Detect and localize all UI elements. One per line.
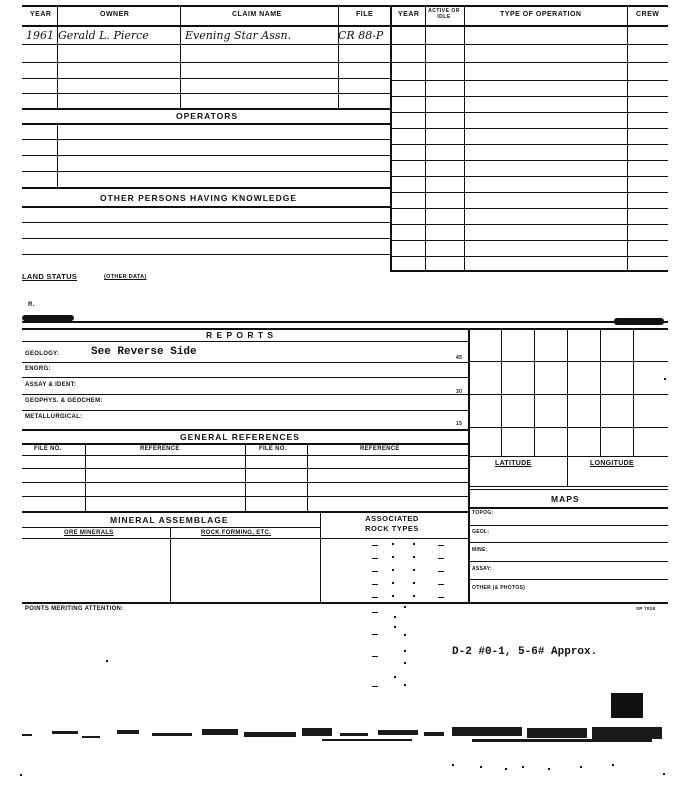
geology-value: See Reverse Side bbox=[91, 346, 197, 358]
reports-heading: R E P O R T S bbox=[206, 330, 275, 340]
geophys-geochem-label: GEOPHYS. & GEOCHEM: bbox=[25, 398, 103, 404]
header-crew: CREW bbox=[636, 11, 660, 18]
ref-col-reference-2: REFERENCE bbox=[360, 446, 400, 452]
general-references-heading: GENERAL REFERENCES bbox=[180, 432, 300, 442]
entry-year: 1961 bbox=[26, 29, 54, 42]
entry-file: CR 88-P bbox=[338, 29, 384, 42]
maps-assay-label: ASSAY: bbox=[472, 566, 492, 572]
other-persons-heading: OTHER PERSONS HAVING KNOWLEDGE bbox=[100, 193, 298, 203]
maps-topog-label: TOPOG: bbox=[472, 510, 494, 516]
maps-heading: MAPS bbox=[551, 494, 580, 504]
longitude-label: LONGITUDE bbox=[590, 460, 634, 467]
maps-other-label: OTHER (& PHOTOS) bbox=[472, 585, 526, 591]
scan-noise-band bbox=[22, 724, 664, 746]
metallurgical-label: METALLURGICAL: bbox=[25, 414, 83, 420]
header-active-or-idle: ACTIVE OR IDLE bbox=[428, 8, 460, 20]
engrg-label: ENGRG: bbox=[25, 366, 51, 372]
header-year: YEAR bbox=[30, 11, 52, 18]
entry-owner: Gerald L. Pierce bbox=[58, 29, 149, 42]
mineral-assemblage-heading: MINERAL ASSEMBLAGE bbox=[110, 515, 229, 525]
operators-heading: OPERATORS bbox=[176, 111, 239, 121]
form-code: SP 7018 bbox=[636, 606, 656, 611]
scan-noise-svg bbox=[22, 724, 664, 746]
rock-forming-label: ROCK FORMING, ETC. bbox=[201, 530, 272, 536]
land-status-heading: LAND STATUS bbox=[22, 272, 78, 281]
margin-number-45: 45 bbox=[456, 355, 463, 361]
header-year-2: YEAR bbox=[398, 11, 420, 18]
associated-rock-types-heading: ASSOCIATED ROCK TYPES bbox=[365, 514, 419, 533]
maps-mine-label: MINE: bbox=[472, 547, 488, 553]
points-meriting-attention-label: POINTS MERITING ATTENTION: bbox=[25, 606, 124, 612]
header-claim-name: CLAIM NAME bbox=[232, 11, 282, 18]
attention-note: D-2 #0-1, 5-6# Approx. bbox=[452, 646, 598, 658]
ref-col-file-no-2: FILE NO. bbox=[259, 446, 287, 452]
assay-ident-label: ASSAY & IDENT: bbox=[25, 382, 77, 388]
entry-claim-name: Evening Star Assn. bbox=[185, 29, 292, 42]
header-owner: OWNER bbox=[100, 11, 130, 18]
geology-label: GEOLOGY: bbox=[25, 351, 60, 357]
latitude-label: LATITUDE bbox=[495, 460, 532, 467]
ref-col-reference-1: REFERENCE bbox=[140, 446, 180, 452]
maps-geol-label: GEOL: bbox=[472, 529, 490, 535]
ore-minerals-label: ORE MINERALS bbox=[64, 530, 114, 536]
land-status-note: (OTHER DATA) bbox=[104, 274, 147, 280]
scan-black-square bbox=[611, 693, 643, 718]
header-file: FILE bbox=[356, 11, 374, 18]
header-type-of-operation: TYPE OF OPERATION bbox=[500, 11, 582, 18]
margin-number-15: 15 bbox=[456, 421, 463, 427]
ref-col-file-no-1: FILE NO. bbox=[34, 446, 62, 452]
margin-number-30: 30 bbox=[456, 389, 463, 395]
land-status-r-label: R. bbox=[28, 302, 35, 308]
